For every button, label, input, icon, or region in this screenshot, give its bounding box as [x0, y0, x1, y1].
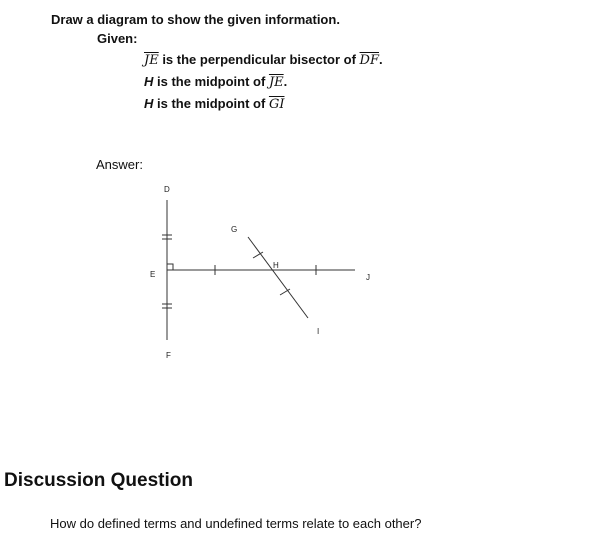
- discussion-question: How do defined terms and undefined terms relate to each other?: [50, 516, 422, 531]
- statement-2-text: is the midpoint of: [153, 74, 269, 89]
- segment-gi-line: [248, 237, 308, 318]
- point-label-i: I: [317, 327, 320, 336]
- point-label-e: E: [150, 270, 156, 279]
- point-label-d: D: [164, 185, 170, 194]
- statement-2-end: .: [283, 74, 288, 89]
- segment-gi: $\overline{GI}$: [268, 97, 285, 112]
- segment-df: $\overline{DF}$: [359, 53, 379, 68]
- statement-1-text: is the perpendicular bisector of: [158, 52, 360, 67]
- point-label-f: F: [166, 351, 171, 360]
- segment-je: $\overline{JE}$: [268, 75, 284, 90]
- answer-label: Answer:: [96, 157, 143, 172]
- statement-1-end: .: [378, 52, 383, 67]
- point-label-g: G: [231, 225, 238, 234]
- statement-3-text: is the midpoint of: [153, 96, 269, 111]
- variable-h: H: [144, 74, 154, 89]
- point-label-j: J: [366, 273, 370, 282]
- variable-h: H: [144, 96, 154, 111]
- given-label: Given:: [97, 31, 138, 46]
- discussion-title: Discussion Question: [4, 470, 193, 491]
- instructions-text: Draw a diagram to show the given information.: [51, 12, 340, 27]
- point-label-h: H: [273, 261, 279, 270]
- segment-je: $\overline{JE}$: [144, 53, 159, 68]
- right-angle-mark: [167, 264, 173, 270]
